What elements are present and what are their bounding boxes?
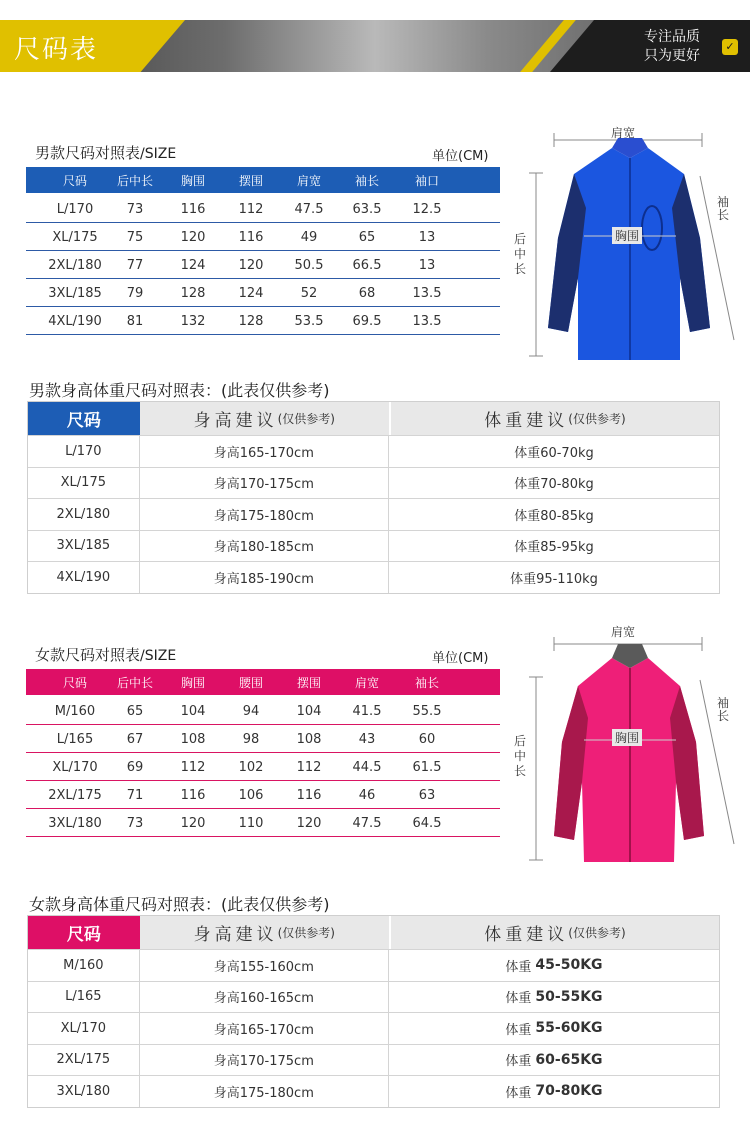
women_size-header-cell: 摆围 xyxy=(296,675,321,690)
men_size-cell: XL/175 xyxy=(52,230,98,245)
men-fit-head-height-note: (仅供参考) xyxy=(277,412,335,426)
women_fit-size-cell: 2XL/175 xyxy=(28,1045,140,1076)
men_size-cell: 4XL/190 xyxy=(48,314,102,329)
men-shoulder-label: 肩宽 xyxy=(611,126,636,140)
men_size-cell: 13.5 xyxy=(412,286,442,301)
women_fit-weight-value: 50-55KG xyxy=(535,988,603,1005)
women_fit-weight-label: 体重 xyxy=(505,1054,532,1070)
women_size-cell: 104 xyxy=(180,704,206,719)
women_size-header-cell: 腰围 xyxy=(238,675,263,690)
men_size-cell: 49 xyxy=(300,230,318,245)
women_size-cell: 94 xyxy=(242,704,260,719)
men-size-title-en: /SIZE xyxy=(140,146,177,162)
women_fit-size-cell: M/160 xyxy=(28,950,140,981)
men_fit-size-cell: 4XL/190 xyxy=(28,562,140,593)
women_fit-weight-value: 55-60KG xyxy=(535,1020,603,1037)
men_size-row xyxy=(26,251,500,279)
men-fit-head-size: 尺码 xyxy=(28,402,140,435)
women_fit-row xyxy=(28,1075,719,1107)
women-fit-title: 女款身高体重尺码对照表：(此表仅供参考) xyxy=(29,895,330,914)
men_size-header-cell: 后中长 xyxy=(116,173,153,188)
men_size-cell: 3XL/185 xyxy=(48,286,102,301)
men-fit-title: 男款身高体重尺码对照表：(此表仅供参考) xyxy=(29,381,330,400)
women_fit-weight-label: 体重 xyxy=(505,1085,532,1101)
men_fit-row xyxy=(28,435,719,467)
men_size-cell: 53.5 xyxy=(294,314,324,329)
women-fit-head-height-note: (仅供参考) xyxy=(277,926,335,940)
men_fit-weight-cell: 体重80-85kg xyxy=(514,508,594,524)
men-back-length-label: 后中长 xyxy=(514,232,527,276)
women_size-cell: 116 xyxy=(180,788,206,803)
women-fit-head-weight-text: 体重建议 xyxy=(484,925,569,945)
check-icon: ✓ xyxy=(722,39,738,55)
men_fit-weight-cell: 体重95-110kg xyxy=(510,571,598,587)
men_size-cell: 13 xyxy=(418,258,436,273)
women_size-cell: 41.5 xyxy=(352,704,382,719)
women_size-cell: 98 xyxy=(242,732,260,747)
women_size-cell: 106 xyxy=(238,788,264,803)
women_size-header-cell: 胸围 xyxy=(180,675,205,690)
men_size-cell: 13.5 xyxy=(412,314,442,329)
women_size-cell: 112 xyxy=(296,760,322,775)
women-fit-head-height xyxy=(140,916,389,949)
size-chart-banner xyxy=(0,20,750,72)
women_fit-height-cell: 身高170-175cm xyxy=(140,1045,389,1076)
men_size-header-cell: 袖长 xyxy=(354,173,379,188)
women_size-cell: 46 xyxy=(358,788,376,803)
men_size-header-cell: 肩宽 xyxy=(296,173,321,188)
women_fit-height-cell: 身高160-165cm xyxy=(140,982,389,1013)
men-fit-head-height-text: 身高建议 xyxy=(193,411,278,431)
women_size-cell: 55.5 xyxy=(412,704,442,719)
men-sleeve-label: 袖长 xyxy=(717,195,730,222)
men-fit-table xyxy=(27,401,720,594)
women_fit-weight-value: 45-50KG xyxy=(535,957,603,974)
men_fit-height-cell: 身高175-180cm xyxy=(140,499,389,530)
women_size-cell: L/165 xyxy=(56,732,94,747)
women_size-cell: 60 xyxy=(418,732,436,747)
men_fit-weight-cell: 体重85-95kg xyxy=(514,540,594,556)
men_size-cell: 116 xyxy=(180,202,206,217)
women_size-header-cell: 后中长 xyxy=(116,675,153,690)
women_size-cell: 69 xyxy=(126,760,144,775)
men-unit: 单位(CM) xyxy=(432,149,489,164)
men_fit-height-cell: 身高185-190cm xyxy=(140,562,389,593)
men_size-row xyxy=(26,223,500,251)
top-strip xyxy=(0,0,750,20)
women-shoulder-label: 肩宽 xyxy=(611,625,636,639)
women_fit-weight-cell xyxy=(389,1045,719,1076)
women-size-header xyxy=(26,669,500,695)
women_fit-size-cell: L/165 xyxy=(28,982,140,1013)
women_fit-height-cell: 身高165-170cm xyxy=(140,1013,389,1044)
women_size-cell: 2XL/175 xyxy=(48,788,102,803)
women_size-row xyxy=(26,781,500,809)
men_size-cell: 12.5 xyxy=(412,202,442,217)
women_fit-row xyxy=(28,1012,719,1044)
women_size-cell: 61.5 xyxy=(412,760,442,775)
men-size-header xyxy=(26,167,500,193)
men_size-cell: 132 xyxy=(180,314,206,329)
women-fit-head-weight xyxy=(389,916,719,949)
men_size-cell: 52 xyxy=(300,286,318,301)
men_size-row xyxy=(26,307,500,335)
men_size-cell: 116 xyxy=(238,230,264,245)
women_fit-row xyxy=(28,949,719,981)
men_size-cell: 112 xyxy=(238,202,264,217)
men_size-cell: 79 xyxy=(126,286,144,301)
banner-title: 尺码表 xyxy=(14,35,99,65)
women_fit-weight-cell xyxy=(389,1013,719,1044)
women_size-row xyxy=(26,697,500,725)
women_fit-size-cell: 3XL/180 xyxy=(28,1076,140,1107)
men_fit-height-cell: 身高165-170cm xyxy=(140,436,389,467)
women_size-header-cell: 肩宽 xyxy=(354,675,379,690)
women_size-cell: M/160 xyxy=(54,704,96,719)
women_size-row xyxy=(26,809,500,837)
women_size-header-cell: 尺码 xyxy=(62,675,87,690)
women_size-cell: 108 xyxy=(296,732,322,747)
slogan-line1: 专注品质 xyxy=(644,29,700,45)
women_size-cell: 47.5 xyxy=(352,816,382,831)
men_size-cell: 120 xyxy=(238,258,264,273)
women_size-cell: 108 xyxy=(180,732,206,747)
women-fit-head-weight-note: (仅供参考) xyxy=(568,926,626,940)
women_fit-row xyxy=(28,1044,719,1076)
men_fit-row xyxy=(28,498,719,530)
women_size-cell: 65 xyxy=(126,704,144,719)
women_fit-height-cell: 身高175-180cm xyxy=(140,1076,389,1107)
men_size-cell: 13 xyxy=(418,230,436,245)
men_fit-size-cell: 2XL/180 xyxy=(28,499,140,530)
women_fit-weight-cell xyxy=(389,982,719,1013)
men_size-header-cell: 胸围 xyxy=(180,173,205,188)
men_fit-size-cell: 3XL/185 xyxy=(28,531,140,562)
women_fit-row xyxy=(28,981,719,1013)
women_fit-weight-label: 体重 xyxy=(505,991,532,1007)
women-fit-header xyxy=(28,916,719,949)
women-jacket-diagram xyxy=(512,622,742,872)
men_fit-height-cell: 身高170-175cm xyxy=(140,468,389,499)
women-unit: 单位(CM) xyxy=(432,651,489,666)
men_size-cell: 124 xyxy=(238,286,264,301)
men_size-cell: 81 xyxy=(126,314,144,329)
women_fit-weight-value: 60-65KG xyxy=(535,1051,603,1068)
women_fit-weight-cell xyxy=(389,1076,719,1107)
women_fit-weight-cell xyxy=(389,950,719,981)
women_size-cell: 120 xyxy=(180,816,206,831)
women_size-cell: 3XL/180 xyxy=(48,816,102,831)
women_size-cell: 102 xyxy=(238,760,264,775)
women_size-cell: 43 xyxy=(358,732,376,747)
men_size-cell: 128 xyxy=(180,286,206,301)
women-back-length-label: 后中长 xyxy=(514,734,527,778)
women_fit-weight-value: 70-80KG xyxy=(535,1083,603,1100)
men_size-cell: 65 xyxy=(358,230,376,245)
men_size-cell: 63.5 xyxy=(352,202,382,217)
men_size-cell: 66.5 xyxy=(352,258,382,273)
men-chest-label: 胸围 xyxy=(612,227,642,244)
women_size-cell: 110 xyxy=(238,816,264,831)
women_size-cell: 64.5 xyxy=(412,816,442,831)
men_size-cell: 47.5 xyxy=(294,202,324,217)
women-fit-rows xyxy=(28,949,719,1107)
women_fit-weight-label: 体重 xyxy=(505,1022,532,1038)
women-size-title-en: /SIZE xyxy=(140,648,177,664)
slogan-line2: 只为更好 xyxy=(644,48,700,64)
women-fit-table xyxy=(27,915,720,1108)
men_size-cell: 2XL/180 xyxy=(48,258,102,273)
men_size-cell: 120 xyxy=(180,230,206,245)
men_size-header-cell: 摆围 xyxy=(238,173,263,188)
women-fit-head-height-text: 身高建议 xyxy=(193,925,278,945)
women-size-title-cn: 女款尺码对照表 xyxy=(35,646,141,664)
women_fit-size-cell: XL/170 xyxy=(28,1013,140,1044)
men_size-cell: 75 xyxy=(126,230,144,245)
men_size-cell: L/170 xyxy=(56,202,94,217)
men_fit-height-cell: 身高180-185cm xyxy=(140,531,389,562)
men_size-row xyxy=(26,279,500,307)
women_size-cell: 44.5 xyxy=(352,760,382,775)
women-size-title xyxy=(35,644,176,665)
women_fit-weight-label: 体重 xyxy=(505,959,532,975)
men-size-title xyxy=(35,142,176,163)
men-fit-head-weight xyxy=(389,402,719,435)
women_size-cell: 67 xyxy=(126,732,144,747)
women_size-cell: 112 xyxy=(180,760,206,775)
men-size-title-cn: 男款尺码对照表 xyxy=(35,144,141,162)
women_size-cell: XL/170 xyxy=(52,760,98,775)
men_size-cell: 73 xyxy=(126,202,144,217)
women_size-cell: 120 xyxy=(296,816,322,831)
men_size-header-cell: 尺码 xyxy=(62,173,87,188)
women-chest-label: 胸围 xyxy=(612,729,642,746)
women_size-cell: 104 xyxy=(296,704,322,719)
men_size-cell: 50.5 xyxy=(294,258,324,273)
women_size-cell: 116 xyxy=(296,788,322,803)
men_size-cell: 128 xyxy=(238,314,264,329)
men_size-cell: 124 xyxy=(180,258,206,273)
women_size-cell: 73 xyxy=(126,816,144,831)
women_fit-height-cell: 身高155-160cm xyxy=(140,950,389,981)
women_size-cell: 63 xyxy=(418,788,436,803)
men_size-header-cell: 袖口 xyxy=(414,173,439,188)
men_fit-weight-cell: 体重70-80kg xyxy=(514,477,594,493)
men_fit-weight-cell: 体重60-70kg xyxy=(514,445,594,461)
women_size-row xyxy=(26,725,500,753)
men-fit-rows xyxy=(28,435,719,593)
men_size-row xyxy=(26,195,500,223)
women_size-cell: 71 xyxy=(126,788,144,803)
men_fit-row xyxy=(28,561,719,593)
men_size-cell: 69.5 xyxy=(352,314,382,329)
men-fit-head-weight-text: 体重建议 xyxy=(484,411,569,431)
men-fit-head-weight-note: (仅供参考) xyxy=(568,412,626,426)
men-fit-header xyxy=(28,402,719,435)
men-fit-head-height xyxy=(140,402,389,435)
women_size-row xyxy=(26,753,500,781)
men_fit-size-cell: XL/175 xyxy=(28,468,140,499)
men_size-cell: 68 xyxy=(358,286,376,301)
men_fit-row xyxy=(28,467,719,499)
men_size-cell: 77 xyxy=(126,258,144,273)
women-sleeve-label: 袖长 xyxy=(717,696,730,723)
women_size-header-cell: 袖长 xyxy=(414,675,439,690)
women-fit-head-size: 尺码 xyxy=(28,916,140,949)
men_fit-size-cell: L/170 xyxy=(28,436,140,467)
men_fit-row xyxy=(28,530,719,562)
